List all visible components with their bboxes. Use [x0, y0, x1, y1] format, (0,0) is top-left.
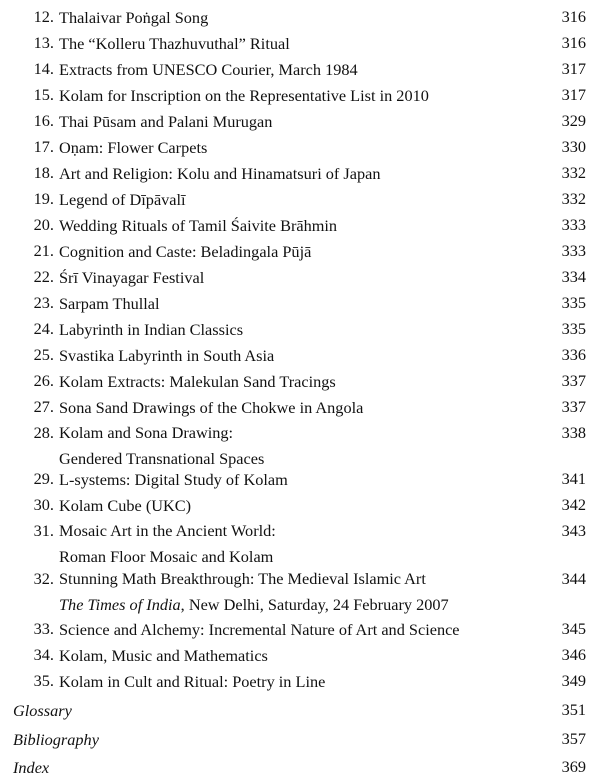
- entry-page: 341: [561, 469, 586, 488]
- entry-title: Svastika Labyrinth in South Asia: [59, 346, 275, 365]
- publication-details: , New Delhi, Saturday, 24 February 2007: [180, 595, 449, 614]
- glossary-title: Glossary: [13, 701, 72, 720]
- bibliography-title: Bibliography: [13, 730, 99, 749]
- entry-title: Cognition and Caste: Beladingala Pūjā: [59, 242, 312, 261]
- entry-title: Science and Alchemy: Incremental Nature of Art and Science: [59, 620, 460, 639]
- entry-page: 335: [561, 319, 586, 338]
- entry-page: 333: [561, 215, 586, 234]
- entry-page: 336: [561, 345, 586, 364]
- entry-number: 34.: [33, 645, 54, 664]
- entry-title: Art and Religion: Kolu and Hinamatsuri of Japan: [59, 164, 381, 183]
- entry-number: 26.: [33, 371, 54, 390]
- entry-page: 317: [561, 59, 586, 78]
- entry-number: 20.: [33, 215, 54, 234]
- entry-page: 351: [561, 700, 586, 719]
- entry-page: 333: [561, 241, 586, 260]
- entry-title-line: Kolam and Sona Drawing:: [59, 423, 234, 442]
- newspaper-name: The Times of India: [59, 595, 181, 614]
- entry-title: Kolam in Cult and Ritual: Poetry in Line: [59, 672, 326, 691]
- entry-page: 369: [561, 757, 586, 776]
- entry-title: Sarpam Thullal: [59, 294, 160, 313]
- entry-number: 35.: [33, 671, 54, 690]
- entry-page: 345: [561, 619, 586, 638]
- entry-number: 33.: [33, 619, 54, 638]
- entry-number: 29.: [33, 469, 54, 488]
- entry-number: 28.: [33, 423, 54, 442]
- entry-title: The “Kolleru Thazhuvuthal” Ritual: [59, 34, 290, 53]
- entry-number: 23.: [33, 293, 54, 312]
- entry-number: 22.: [33, 267, 54, 286]
- entry-number: 30.: [33, 495, 54, 514]
- entry-page: 343: [561, 521, 586, 540]
- entry-title: Kolam for Inscription on the Representative List in 2010: [59, 86, 429, 105]
- entry-number: 31.: [33, 521, 54, 540]
- entry-page: 316: [561, 7, 586, 26]
- entry-number: 21.: [33, 241, 54, 260]
- entry-title-line: [59, 595, 449, 621]
- entry-title: Labyrinth in Indian Classics: [59, 320, 244, 339]
- entry-number: 14.: [33, 59, 54, 78]
- entry-title: Kolam Extracts: Malekulan Sand Tracings: [59, 372, 336, 391]
- entry-page: 330: [561, 137, 586, 156]
- entry-title: L-systems: Digital Study of Kolam: [59, 470, 288, 489]
- entry-page: 316: [561, 33, 586, 52]
- entry-page: 337: [561, 371, 586, 390]
- entry-page: 335: [561, 293, 586, 312]
- entry-page: 349: [561, 671, 586, 690]
- entry-number: 12.: [33, 7, 54, 26]
- entry-number: 19.: [33, 189, 54, 208]
- entry-number: 25.: [33, 345, 54, 364]
- entry-title: Wedding Rituals of Tamil Śaivite Brāhmin: [59, 216, 338, 235]
- index-title: Index: [13, 758, 50, 777]
- entry-title-line: Stunning Math Breakthrough: The Medieval Islamic Art: [59, 569, 426, 588]
- entry-number: 17.: [33, 137, 54, 156]
- entry-number: 27.: [33, 397, 54, 416]
- entry-title-line: Roman Floor Mosaic and Kolam: [59, 547, 274, 566]
- entry-number: 24.: [33, 319, 54, 338]
- entry-number: 32.: [33, 569, 54, 588]
- entry-number: 13.: [33, 33, 54, 52]
- entry-title: [59, 569, 449, 621]
- entry-number: 18.: [33, 163, 54, 182]
- entry-page: 342: [561, 495, 586, 514]
- entry-title: Thai Pūsam and Palani Murugan: [59, 112, 273, 131]
- entry-page: 344: [561, 569, 586, 588]
- entry-page: 357: [561, 729, 586, 748]
- entry-title: Thalaivar Poṅgal Song: [59, 8, 209, 27]
- entry-title: Extracts from UNESCO Courier, March 1984: [59, 60, 358, 79]
- entry-title: [59, 521, 276, 573]
- entry-page: 346: [561, 645, 586, 664]
- entry-number: 16.: [33, 111, 54, 130]
- entry-title: Legend of Dīpāvalī: [59, 190, 186, 209]
- entry-title: Kolam, Music and Mathematics: [59, 646, 268, 665]
- entry-title: Sona Sand Drawings of the Chokwe in Angola: [59, 398, 364, 417]
- entry-title: Oṇam: Flower Carpets: [59, 138, 208, 157]
- entry-title: Kolam Cube (UKC): [59, 496, 192, 515]
- entry-page: 337: [561, 397, 586, 416]
- entry-number: 15.: [33, 85, 54, 104]
- entry-page: 334: [561, 267, 586, 286]
- entry-title: [59, 423, 264, 475]
- entry-page: 317: [561, 85, 586, 104]
- entry-page: 329: [561, 111, 586, 130]
- entry-title: Śrī Vinayagar Festival: [59, 268, 205, 287]
- entry-title-line: Gendered Transnational Spaces: [59, 449, 265, 468]
- entry-page: 338: [561, 423, 586, 442]
- entry-page: 332: [561, 189, 586, 208]
- entry-page: 332: [561, 163, 586, 182]
- entry-title-line: Mosaic Art in the Ancient World:: [59, 521, 276, 540]
